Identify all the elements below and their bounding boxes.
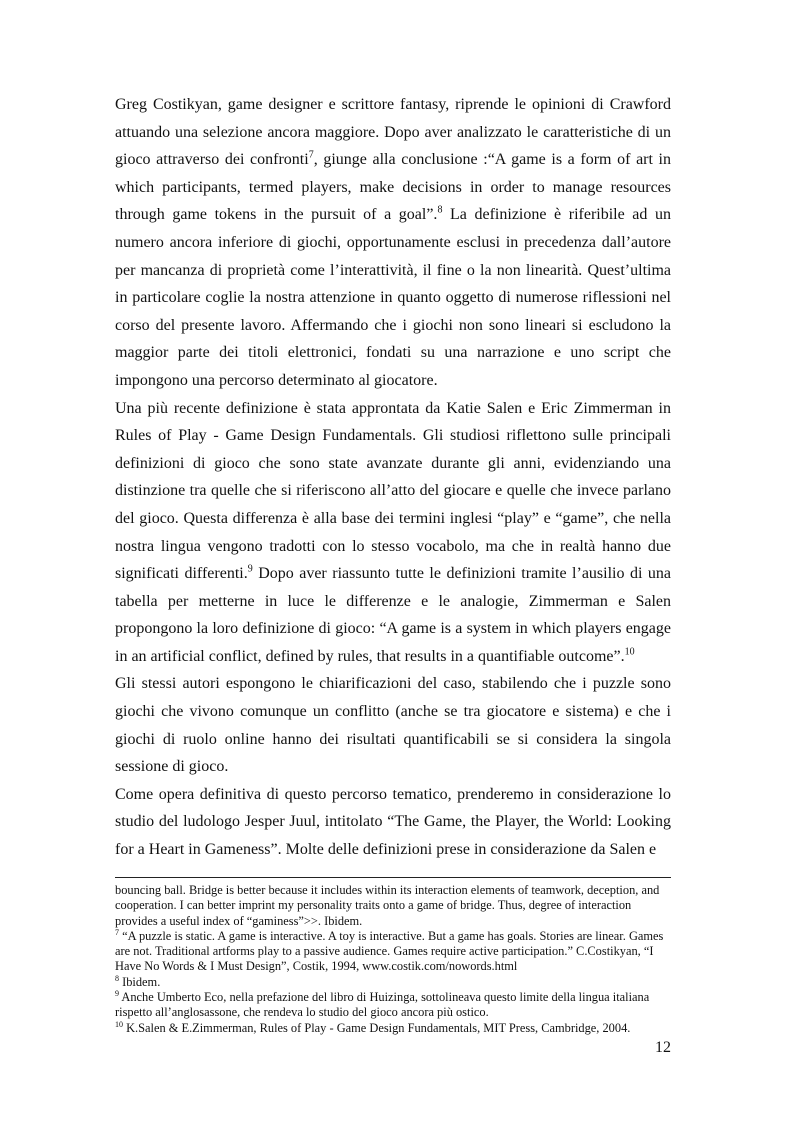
footnote <box>115 883 671 929</box>
footnote-text: bouncing ball. Bridge is better because it includes within its interaction elements of teamwork, deception, and cooperation. I can better imprint my personality traits onto a game of bridge. Thus, degree of interaction provides a useful index of “gaminess”>>. Ibidem. <box>115 883 660 928</box>
footnote <box>115 1021 671 1036</box>
footnote-text: “A puzzle is static. A game is interactive. A toy is interactive. But a game has goals. Stories are linear. Games are not. Traditional artforms play to a passive audience. Games require active participation.” C.Costikyan, “I Have No Words & I Must Design”, Costik, 1994, www.costik.com/nowords.html <box>115 928 664 974</box>
footnote-ref: 7 <box>308 149 314 161</box>
paragraph <box>115 670 671 780</box>
paragraph <box>115 91 671 395</box>
footnote-number: 7 <box>115 927 119 937</box>
footnote <box>115 929 671 975</box>
footnote-number: 8 <box>115 973 119 983</box>
footnotes <box>115 883 671 1036</box>
page-number: 12 <box>655 1039 671 1056</box>
paragraph <box>115 395 671 671</box>
paragraph-text: Gli stessi autori espongono le chiarificazioni del caso, stabilendo che i puzzle sono giochi che vivono comunque un conflitto (anche se tra giocatore e sistema) e che i giochi di ruolo online hanno dei risultati quantificabili se si considera la singola sessione di gioco. <box>115 675 671 776</box>
footnote-ref: 10 <box>624 646 635 658</box>
paragraph-text: La definizione è riferibile ad un numero ancora inferiore di giochi, opportunamente esclusi in precedenza dall’autore per mancanza di proprietà come l’interattività, il fine o la non linearità. Quest’ultima in particolare coglie la nostra attenzione in quanto oggetto di numerose riflessioni nel corso del presente lavoro. Affermando che i giochi non sono lineari si escludono la maggior parte dei titoli elettronici, fondati su una narrazione e uno script che impongono una percorso determinato al giocatore. <box>115 206 671 389</box>
footnote <box>115 990 671 1021</box>
footnote-number: 10 <box>115 1019 123 1029</box>
paragraph-text: Dopo aver riassunto tutte le definizioni tramite l’ausilio di una tabella per metterne in luce le differenze e le analogie, Zimmerman e Salen propongono la loro definizione di gioco: “A game is a system in which players engage in an artificial conflict, defined by rules, that results in a quantifiable outcome”. <box>115 565 671 665</box>
footnote-ref: 8 <box>437 205 443 217</box>
footnote <box>115 975 671 990</box>
paragraph-text: Una più recente definizione è stata approntata da Katie Salen e Eric Zimmerman in Rules of Play - Game Design Fundamentals. Gli studiosi riflettono sulle principali definizioni di gioco che sono state avanzate durante gli anni, evidenziando una distinzione tra quelle che si riferiscono all’atto del giocare e quelle che invece parlano del gioco. Questa differenza è alla base dei termini inglesi “play” e “game”, che nella nostra lingua vengono tradotti con lo stesso vocabolo, ma che in realtà hanno due significati differenti. <box>115 399 671 583</box>
paragraph <box>115 781 671 864</box>
footnote-number: 9 <box>115 988 119 998</box>
paragraph-text: Come opera definitiva di questo percorso tematico, prenderemo in considerazione lo studio del ludologo Jesper Juul, intitolato “The Game, the Player, the World: Looking for a Heart in Gameness”. Molte delle definizioni prese in considerazione da Salen e <box>115 785 671 859</box>
body-text <box>115 91 671 864</box>
footnote-text: Ibidem. <box>119 974 161 989</box>
paragraph-text: Greg Costikyan, game designer e scrittore fantasy, riprende le opinioni di Crawford attuando una selezione ancora maggiore. Dopo aver analizzato le caratteristiche di un gioco attraverso dei confronti <box>115 96 671 169</box>
footnote-separator <box>115 877 671 878</box>
footnote-text: Anche Umberto Eco, nella prefazione del libro di Huizinga, sottolineava questo limite della lingua italiana rispetto all’anglosassone, che rendeva lo studio del gioco ancora più ostico. <box>115 990 650 1020</box>
paragraph-text: , giunge alla conclusione :“A game is a form of art in which participants, termed players, make decisions in order to manage resources through game tokens in the pursuit of a goal”. <box>115 151 672 224</box>
footnote-ref: 9 <box>247 563 253 575</box>
footnote-text: K.Salen & E.Zimmerman, Rules of Play - Game Design Fundamentals, MIT Press, Cambridge, 2004. <box>123 1020 631 1035</box>
